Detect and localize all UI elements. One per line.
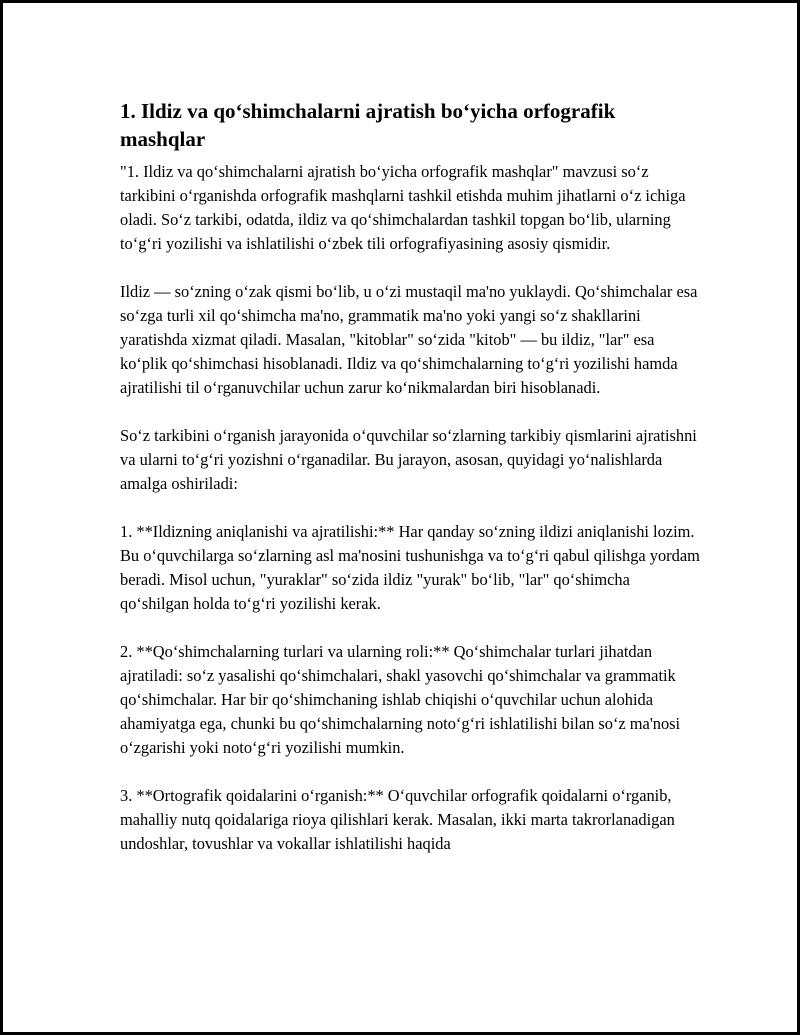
paragraph-intro: "1. Ildiz va qo‘shimchalarni ajratish bo‘yicha orfografik mashqlar" mavzusi so‘z tarkibini o‘rganishda orfografik mashqlarni tashkil etishda muhim jihatlarni o‘z ichiga oladi. So‘z tarkibi, odatda, ildiz va qo‘shimchalardan tashkil topgan bo‘lib, ularning to‘g‘ri yozilishi va ishlatilishi o‘zbek tili orfografiyasining asosiy qismidir. xyxy=(120,162,686,253)
paragraph-point-2: 2. **Qo‘shimchalarning turlari va ularning roli:** Qo‘shimchalar turlari jihatdan ajratiladi: so‘z yasalishi qo‘shimchalari, shakl yasovchi qo‘shimchalar va grammatik qo‘shimchalar. Har bir qo‘shimchaning ishlab chiqishi o‘quvchilar uchun alohida ahamiyatga ega, chunki bu qo‘shimchalarning noto‘g‘ri ishlatilishi bilan so‘z ma'nosi o‘zgarishi yoki noto‘g‘ri yozilishi mumkin. xyxy=(120,642,681,757)
paragraph-word-structure: So‘z tarkibini o‘rganish jarayonida o‘quvchilar so‘zlarning tarkibiy qismlarini ajratishni va ularni to‘g‘ri yozishni o‘rganadilar. Bu jarayon, asosan, quyidagi yo‘nalishlarda amalga oshiriladi: xyxy=(120,426,697,493)
paragraph-point-3: 3. **Ortografik qoidalarini o‘rganish:** O‘quvchilar orfografik qoidalarni o‘rganib, mahalliy nutq qoidalariga rioya qilishlari kerak. Masalan, ikki marta takrorlanadigan undoshlar, tovushlar va vokallar ishlatilishi haqida xyxy=(120,786,675,853)
paragraph-point-1: 1. **Ildizning aniqlanishi va ajratilishi:** Har qanday so‘zning ildizi aniqlanishi lozim. Bu o‘quvchilarga so‘zlarning asl ma'nosini tushunishga va to‘g‘ri qabul qilishga yordam beradi. Misol uchun, "yuraklar" so‘zida ildiz "yurak" bo‘lib, "lar" qo‘shimcha qo‘shilgan holda to‘g‘ri yozilishi kerak. xyxy=(120,522,700,613)
section-title: 1. Ildiz va qo‘shimchalarni ajratish bo‘yicha orfografik mashqlar xyxy=(120,99,616,151)
paragraph-root-definition: Ildiz — so‘zning o‘zak qismi bo‘lib, u o‘zi mustaqil ma'no yuklaydi. Qo‘shimchalar esa so‘zga turli xil qo‘shimcha ma'no, grammatik ma'no yoki yangi so‘z shakllarini yaratishda xizmat qiladi. Masalan, "kitoblar" so‘zida "kitob" — bu ildiz, "lar" esa ko‘plik qo‘shimchasi hisoblanadi. Ildiz va qo‘shimchalarning to‘g‘ri yozilishi hamda ajratilishi til o‘rganuvchilar uchun zarur ko‘nikmalardan biri hisoblanadi. xyxy=(120,282,698,397)
document-body xyxy=(120,97,700,880)
